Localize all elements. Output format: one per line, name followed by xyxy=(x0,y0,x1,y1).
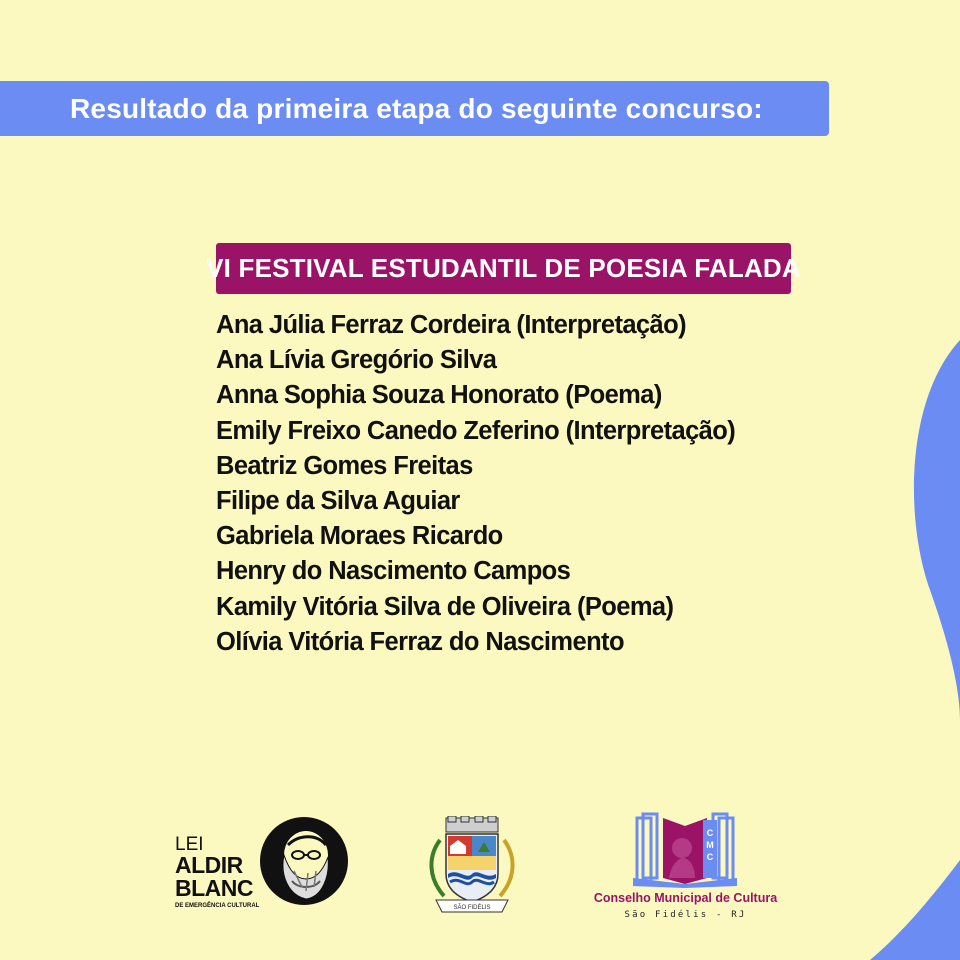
portrait-icon xyxy=(258,815,350,907)
cmc-logo xyxy=(583,812,788,927)
cmc-name: Conselho Municipal de Cultura xyxy=(593,891,778,905)
lei-aldir-blanc-line1: LEI xyxy=(175,834,204,855)
coat-of-arms-banner-text: SÃO FIDÉLIS xyxy=(453,905,491,911)
lei-aldir-blanc-line2: ALDIR xyxy=(175,852,243,878)
festival-title: VI FESTIVAL ESTUDANTIL DE POESIA FALADA xyxy=(206,253,801,283)
list-item: Beatriz Gomes Freitas xyxy=(216,451,473,480)
lei-aldir-blanc-wordmark xyxy=(175,835,259,909)
list-item: Kamily Vitória Silva de Oliveira (Poema) xyxy=(216,592,674,621)
festival-title-badge xyxy=(206,243,801,294)
cmc-initial-2: M xyxy=(706,840,714,850)
cmc-initial-1: C xyxy=(706,828,714,838)
results-list xyxy=(216,308,735,660)
lei-aldir-blanc-line3: BLANC xyxy=(175,875,253,901)
list-item: Gabriela Moraes Ricardo xyxy=(216,522,503,551)
list-item: Emily Freixo Canedo Zeferino (Interpretação) xyxy=(216,416,736,445)
book-icon xyxy=(583,812,788,888)
lei-aldir-blanc-subtitle: DE EMERGÊNCIA CULTURAL xyxy=(175,903,260,909)
header-banner-text: Resultado da primeira etapa do seguinte concurso: xyxy=(70,92,763,124)
cmc-initial-3: C xyxy=(706,852,714,862)
list-item: Olívia Vitória Ferraz do Nascimento xyxy=(216,627,624,656)
list-item: Anna Sophia Souza Honorato (Poema) xyxy=(216,381,662,410)
cmc-city: São Fidélis - RJ xyxy=(624,910,747,920)
header-banner xyxy=(0,81,829,136)
list-item: Henry do Nascimento Campos xyxy=(216,557,571,586)
list-item: Ana Júlia Ferraz Cordeira (Interpretação) xyxy=(216,311,686,339)
coat-of-arms-icon xyxy=(422,816,522,916)
list-item: Ana Lívia Gregório Silva xyxy=(216,346,497,375)
lei-aldir-blanc-logo xyxy=(175,815,350,915)
list-item: Filipe da Silva Aguiar xyxy=(216,486,460,515)
